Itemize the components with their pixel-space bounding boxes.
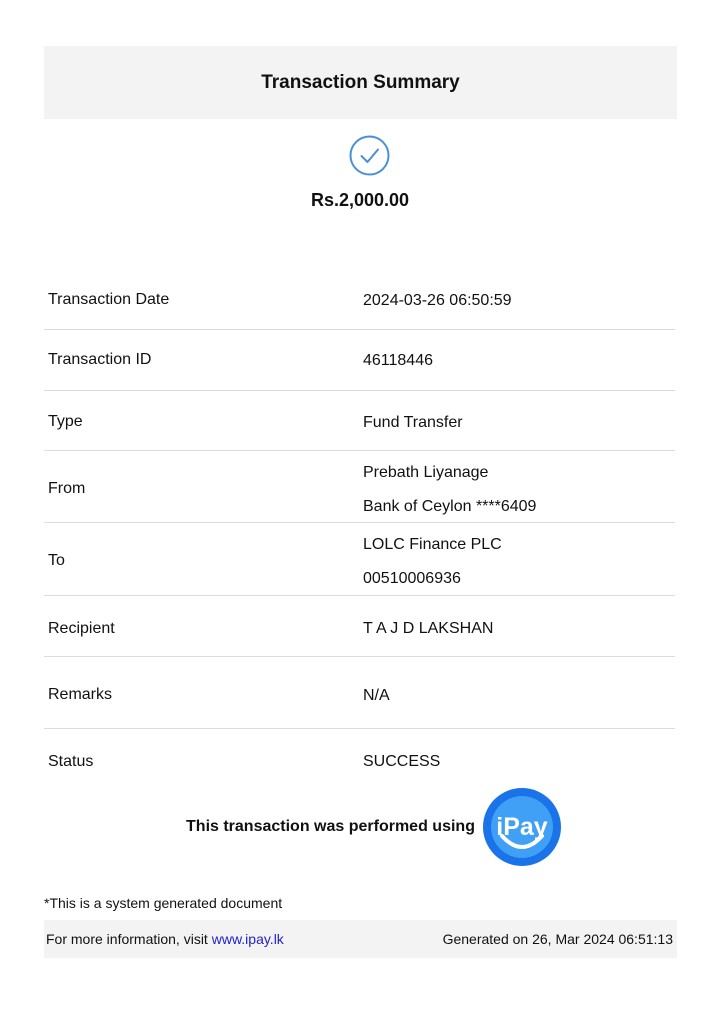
footer-info bbox=[46, 931, 284, 947]
detail-value-line: Fund Transfer bbox=[363, 414, 463, 431]
system-generated-note: *This is a system generated document bbox=[44, 895, 283, 911]
detail-label: Remarks bbox=[48, 686, 113, 703]
detail-value-line: 46118446 bbox=[363, 352, 433, 369]
detail-row-from bbox=[44, 451, 675, 523]
detail-row-type bbox=[44, 391, 675, 451]
detail-value-line: Prebath Liyanage bbox=[363, 464, 489, 481]
detail-label: From bbox=[48, 480, 86, 497]
detail-value bbox=[363, 679, 390, 713]
detail-row-recipient bbox=[44, 596, 675, 657]
detail-value-line: Bank of Ceylon ****6409 bbox=[363, 498, 537, 515]
detail-value bbox=[363, 344, 433, 378]
detail-row-transaction-date bbox=[44, 270, 675, 330]
detail-row-transaction-id bbox=[44, 330, 675, 391]
detail-value-line: T A J D LAKSHAN bbox=[363, 620, 494, 637]
performed-using-text: This transaction was performed using bbox=[186, 818, 475, 835]
check-circle-icon bbox=[349, 135, 390, 176]
page-title: Transaction Summary bbox=[261, 71, 460, 93]
detail-value bbox=[363, 528, 502, 596]
performed-using bbox=[0, 790, 720, 864]
detail-value-line: 2024-03-26 06:50:59 bbox=[363, 292, 512, 309]
detail-value-line: 00510006936 bbox=[363, 570, 461, 587]
detail-value bbox=[363, 284, 512, 318]
detail-row-status bbox=[44, 729, 675, 789]
detail-label: To bbox=[48, 552, 65, 569]
detail-row-remarks bbox=[44, 657, 675, 729]
detail-label: Transaction Date bbox=[48, 291, 170, 308]
ipay-logo-text: iPay bbox=[496, 813, 548, 841]
detail-label: Type bbox=[48, 413, 83, 430]
generated-timestamp: Generated on 26, Mar 2024 06:51:13 bbox=[442, 931, 673, 947]
detail-value-line: LOLC Finance PLC bbox=[363, 536, 502, 553]
detail-value-line: SUCCESS bbox=[363, 753, 441, 770]
detail-label: Recipient bbox=[48, 620, 115, 637]
detail-label: Status bbox=[48, 753, 94, 770]
summary-header bbox=[44, 46, 677, 119]
detail-value-line: N/A bbox=[363, 687, 390, 704]
footer-info-text: For more information, visit bbox=[46, 931, 208, 947]
ipay-logo bbox=[482, 787, 562, 867]
detail-row-to bbox=[44, 523, 675, 596]
detail-value bbox=[363, 406, 463, 440]
footer-bar bbox=[44, 920, 677, 958]
detail-value bbox=[363, 612, 493, 646]
detail-value bbox=[363, 745, 440, 779]
transaction-amount: Rs.2,000.00 bbox=[310, 190, 410, 210]
detail-label: Transaction ID bbox=[48, 351, 152, 368]
detail-value bbox=[363, 456, 536, 524]
ipay-website-link[interactable]: www.ipay.lk bbox=[211, 931, 284, 947]
